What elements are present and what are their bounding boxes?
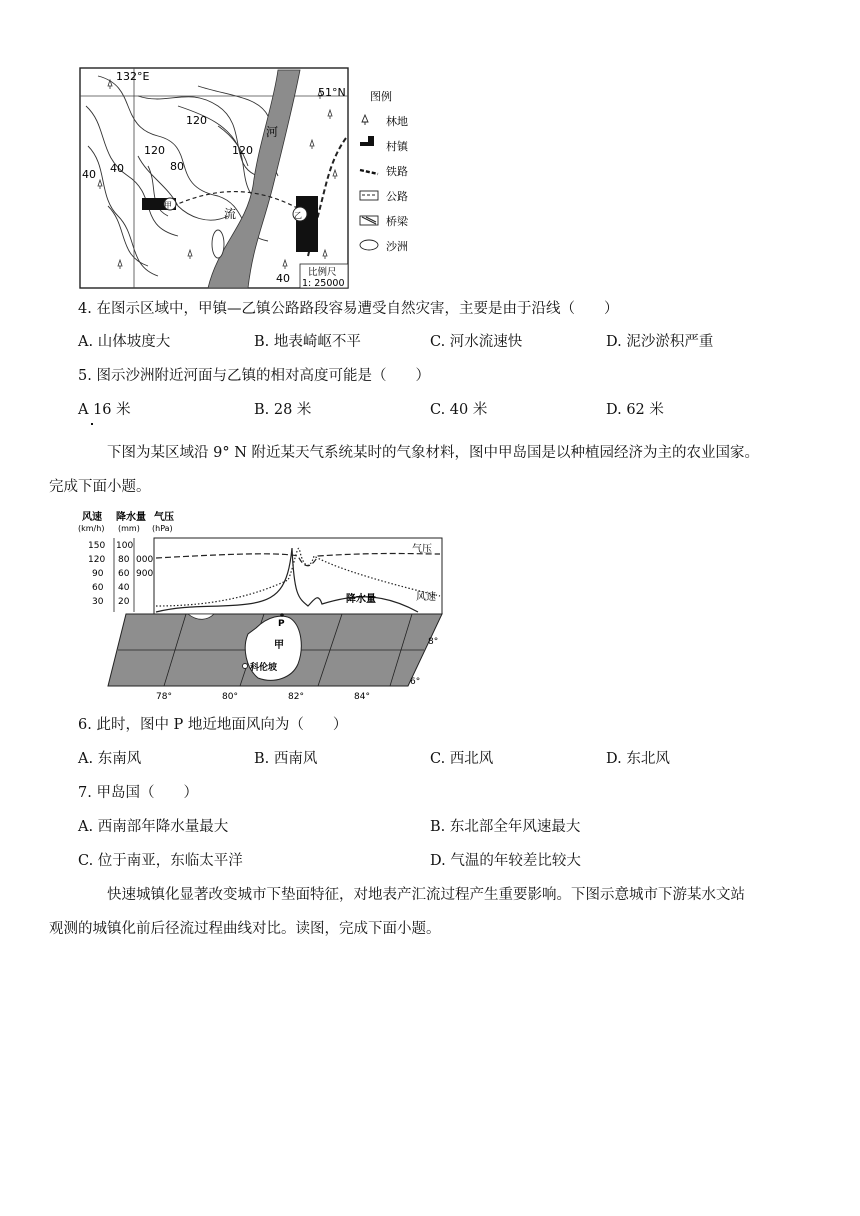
topographic-map-figure <box>78 66 430 292</box>
q7-option-b: B. 东北部全年风速最大 <box>430 819 581 835</box>
intro-3-line-1: 快速城镇化显著改变城市下垫面特征，对地表产汇流过程产生重要影响。下图示意城市下游某水文站 <box>107 887 745 903</box>
weather-chart-figure <box>78 508 444 704</box>
lat-tick: 8° <box>428 637 439 647</box>
q5-option-d: D. 62 米 <box>606 402 664 418</box>
pressure-tick: 900 <box>136 569 154 579</box>
lat-tick: 6° <box>410 677 421 687</box>
contour-label: 40 <box>110 162 124 175</box>
wind-tick: 60 <box>92 583 104 593</box>
legend-title: 图例 <box>370 90 392 103</box>
q7-option-c: C. 位于南亚，东临太平洋 <box>78 853 243 869</box>
question-5-stem: 5. 图示沙洲附近河面与乙镇的相对高度可能是（ ） <box>78 368 430 384</box>
river-label: 河 <box>266 125 279 139</box>
q4-option-a: A. 山体坡度大 <box>78 334 171 350</box>
q7-option-d: D. 气温的年较差比较大 <box>430 853 581 869</box>
rain-tick: 80 <box>118 555 130 565</box>
map-lon-label: 132°E <box>116 70 150 83</box>
legend <box>360 114 409 253</box>
question-4-stem: 4. 在图示区域中，甲镇—乙镇公路路段容易遭受自然灾害，主要是由于沿线（ ） <box>78 301 619 317</box>
q7-option-a: A. 西南部年降水量最大 <box>78 819 229 835</box>
contour-label: 120 <box>144 144 165 157</box>
rain-tick: 20 <box>118 597 130 607</box>
q5-option-c: C. 40 米 <box>430 402 488 418</box>
town-yi-label: 乙 <box>294 211 302 220</box>
legend-forest-icon <box>362 115 368 125</box>
intro-paragraph-2 <box>49 436 798 504</box>
contour-label: 80 <box>170 160 184 173</box>
q4-option-d: D. 泥沙淤积严重 <box>606 334 714 350</box>
legend-item: 铁路 <box>386 165 408 178</box>
rain-header: 降水量 <box>116 512 146 523</box>
map-lat-label: 51°N <box>318 86 346 99</box>
wind-tick: 90 <box>92 569 104 579</box>
question-6-stem: 6. 此时，图中 P 地近地面风向为（ ） <box>78 717 348 733</box>
contour-label: 120 <box>232 144 253 157</box>
question-7-stem: 7. 甲岛国（ ） <box>78 785 198 801</box>
town-jia-label: 甲 <box>164 201 172 210</box>
q4-option-b: B. 地表崎岖不平 <box>254 334 361 350</box>
rain-unit: (mm) <box>118 524 140 533</box>
legend-railway-icon <box>360 170 378 174</box>
stray-dot <box>91 423 93 425</box>
point-p-dot <box>280 613 284 617</box>
q6-option-d: D. 东北风 <box>606 751 670 767</box>
wind-curve-label: 风速 <box>416 592 436 603</box>
town-yi-block <box>296 196 318 252</box>
wind-tick: 30 <box>92 597 104 607</box>
lon-tick: 84° <box>354 692 370 702</box>
legend-item: 公路 <box>386 190 408 203</box>
pressure-header: 气压 <box>154 512 174 523</box>
rain-tick: 60 <box>118 569 130 579</box>
intro-3-line-2: 观测的城镇化前后径流过程曲线对比。读图，完成下面小题。 <box>49 921 441 937</box>
island-label: 甲 <box>274 640 284 651</box>
pressure-unit: (hPa) <box>152 524 173 533</box>
colombo-marker <box>243 664 248 669</box>
pressure-tick: 000 <box>136 555 154 565</box>
lon-tick: 78° <box>156 692 172 702</box>
legend-item: 桥梁 <box>386 215 408 228</box>
contour-label: 40 <box>276 272 290 285</box>
wind-tick: 120 <box>88 555 106 565</box>
intro-2-line-1: 下图为某区域沿 9° N 附近某天气系统某时的气象材料，图中甲岛国是以种植园经济为主的农业国家。 <box>107 445 759 461</box>
pressure-curve-label: 气压 <box>412 544 432 555</box>
wind-unit: (km/h) <box>78 524 105 533</box>
lon-tick: 82° <box>288 692 304 702</box>
rainfall-curve-label: 降水量 <box>346 594 376 605</box>
point-p-label: P <box>278 619 285 629</box>
legend-town-icon <box>360 136 374 146</box>
q5-option-a: A 16 米 <box>78 402 131 418</box>
contour-label: 120 <box>186 114 207 127</box>
legend-item: 沙洲 <box>386 240 408 253</box>
wind-header: 风速 <box>82 512 102 523</box>
q6-option-a: A. 东南风 <box>78 751 142 767</box>
q5-option-b: B. 28 米 <box>254 402 312 418</box>
scale-value: 1: 25000 <box>302 278 345 289</box>
intro-2-line-2: 完成下面小题。 <box>49 479 151 495</box>
rain-tick: 40 <box>118 583 130 593</box>
rain-tick: 100 <box>116 541 134 551</box>
legend-sandbar-icon <box>360 240 378 250</box>
q6-option-c: C. 西北风 <box>430 751 494 767</box>
legend-item: 村镇 <box>386 140 408 153</box>
river-label: 流 <box>224 207 237 221</box>
scale-label: 比例尺 <box>308 267 337 278</box>
contour-label: 40 <box>82 168 96 181</box>
wind-tick: 150 <box>88 541 106 551</box>
q6-option-b: B. 西南风 <box>254 751 318 767</box>
intro-paragraph-3 <box>49 878 798 946</box>
q4-option-c: C. 河水流速快 <box>430 334 523 350</box>
legend-item: 林地 <box>386 115 408 128</box>
lon-tick: 80° <box>222 692 238 702</box>
sandbar <box>212 230 224 258</box>
colombo-label: 科伦坡 <box>250 663 278 673</box>
